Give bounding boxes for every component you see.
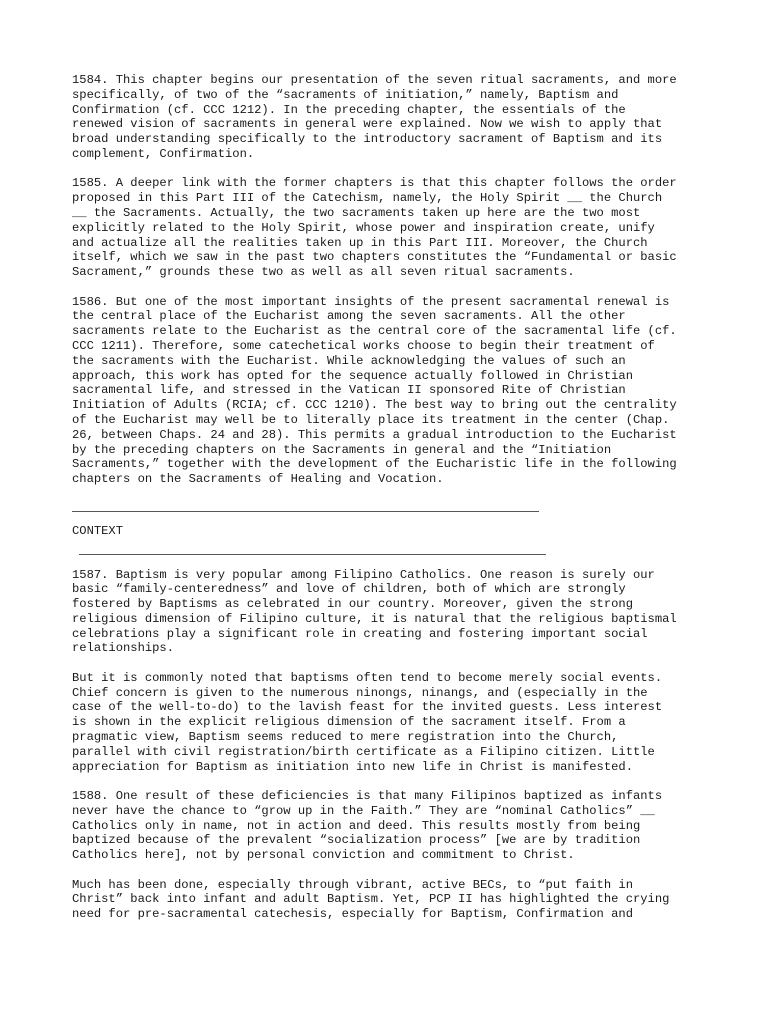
paragraph-1587: 1587. Baptism is very popular among Filipino Catholics. One reason is surely our basic “family-centeredness” and love of children, both of which are strongly fostered by Baptisms as celebrated in our country. Moreover, given the strong religious dimension of Filipino culture, it is natural that the religious baptismal celebrations play a significant role in creating and fostering important social relationships. (72, 567, 677, 656)
paragraph-social-events: But it is commonly noted that baptisms often tend to become merely social events. Chief concern is given to the numerous ninongs, ninangs, and (especially in the case of the well-to-do) to the lavish feast for the invited guests. Less interest is shown in the explicit religious dimension of the sacrament itself. From a pragmatic view, Baptism seems reduced to mere registration into the Church, parallel with civil registration/birth certificate as a Filipino citizen. Little appreciation for Baptism as initiation into new life in Christ is manifested. (72, 670, 663, 774)
paragraph-1584: 1584. This chapter begins our presentation of the seven ritual sacraments, and more specifically, of two of the “sacraments of initiation,” namely, Baptism and Confirmation (cf. CCC 1212). In the preceding chapter, the essentials of the renewed vision of sacraments in general were explained. Now we wish to apply that broad understanding specifically to the introductory sacrament of Baptism and its complement, Confirmation. (72, 73, 677, 161)
horizontal-rule (72, 511, 539, 512)
document-page (72, 73, 712, 937)
section-heading: CONTEXT (72, 523, 123, 538)
paragraph-1585: 1585. A deeper link with the former chapters is that this chapter follows the order proposed in this Part III of the Catechism, namely, the Holy Spirit __ the Church __ the Sacraments. Actually, the two sacraments taken up here are the two most explicitly related to the Holy Spirit, whose power and inspiration create, unify and actualize all the realities taken up in this Part III. Moreover, the Church itself, which we saw in the past two chapters constitutes the “Fundamental or basic Sacrament,” grounds these two as well as all seven ritual sacraments. (72, 176, 677, 280)
divider-bottom (72, 546, 712, 568)
paragraph-1588: 1588. One result of these deficiencies is that many Filipinos baptized as infants never have the chance to “grow up in the Faith.” They are “nominal Catholics” __ Catholics only in name, not in action and deed. This results mostly from being baptized because of the prevalent “socialization process” [we are by tradition Catholics here], not by personal conviction and commitment to Christ. (72, 789, 663, 863)
divider-top (72, 502, 712, 524)
horizontal-rule (79, 554, 546, 555)
paragraph-becs: Much has been done, especially through vibrant, active BECs, to “put faith in Christ” back into infant and adult Baptism. Yet, PCP II has highlighted the crying need for pre-sacramental catechesis, especially for Baptism, Confirmation and (72, 877, 670, 922)
paragraph-1586: 1586. But one of the most important insights of the present sacramental renewal is the central place of the Eucharist among the seven sacraments. All the other sacraments relate to the Eucharist as the central core of the sacramental life (cf. CCC 1211). Therefore, some catechetical works choose to begin their treatment of the sacraments with the Eucharist. While acknowledging the values of such an approach, this work has opted for the sequence actually followed in Christian sacramental life, and stressed in the Vatican II sponsored Rite of Christian Initiation of Adults (RCIA; cf. CCC 1210). The best way to bring out the centrality of the Eucharist may well be to literally place its treatment in the center (Chap. 26, between Chaps. 24 and 28). This permits a gradual introduction to the Eucharist by the preceding chapters on the Sacraments in general and the “Initiation Sacraments,” together with the development of the Eucharistic life in the following chapters on the Sacraments of Healing and Vocation. (72, 294, 677, 487)
